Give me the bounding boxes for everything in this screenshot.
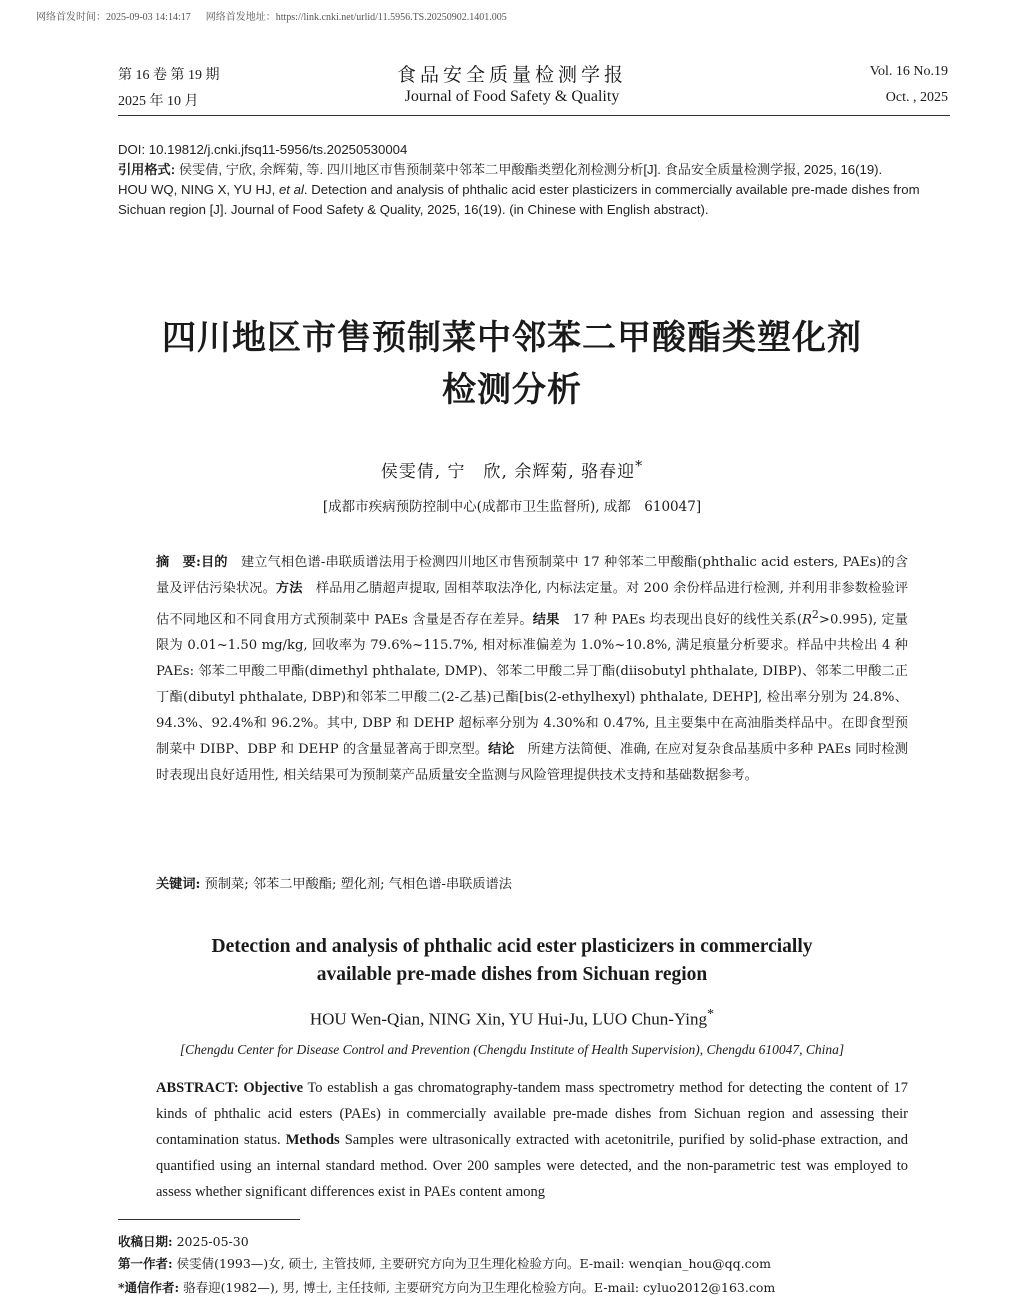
affiliation-cn: [成都市疾病预防控制中心(成都市卫生监督所), 成都 610047]: [322, 499, 702, 515]
abstract-cn-label: 摘 要:: [156, 555, 201, 570]
citation-cn-label: 引用格式:: [118, 162, 176, 177]
keywords-cn-label: 关键词:: [156, 877, 201, 892]
authors-en: [0, 1006, 1024, 1030]
abstract-cn: [156, 550, 908, 789]
abstract-cn-results-b: >0.995), 定量限为 0.01~1.50 mg/kg, 回收率为 79.6%~115.7%, 相对标准偏差为 1.0%~10.8%, 满足痕量分析要求。样品中共检出 4 种 PAEs: 邻苯二甲酸二甲酯(dimethyl phthalate, DMP)、邻苯二甲酸二异丁酯(diisobutyl phthalate, DIBP)、邻苯二甲酸二正丁酯(dibutyl phthalate, DBP)和邻苯二甲酸二(2-乙基)己酯[bis(2-ethylhexyl) phthalate, DEHP], 检出率分别为 24.8%、94.3%、92.4%和 96.2%。其中, DBP 和 DEHP 超标率分别为 4.30%和 0.47%, 且主要集中在高油脂类样品中。在即食型预制菜中 DIBP、DBP 和 DEHP 的含量显著高于即烹型。: [156, 612, 908, 758]
citation-en-authors: HOU WQ, NING X, YU HJ,: [118, 182, 279, 197]
abstract-cn-methods-label: 方法: [275, 581, 303, 596]
journal-title-cn: 食品安全质量检测学报: [396, 64, 627, 86]
header-volume-cn: 第 16 卷 第 19 期: [118, 68, 220, 83]
paper-title-en-line1: Detection and analysis of phthalic acid ester plasticizers in commercially: [211, 936, 813, 957]
footnote-first-author: [118, 1254, 771, 1272]
affiliation-en: [Chengdu Center for Disease Control and Prevention (Chengdu Institute of Health Supervision), Chengdu 610047, China]: [179, 1042, 845, 1057]
first-pub-url-label: 网络首发地址：: [205, 12, 276, 23]
abstract-en-label: ABSTRACT: Objective: [156, 1080, 304, 1096]
keywords-cn-text: 预制菜; 邻苯二甲酸酯; 塑化剂; 气相色谱-串联质谱法: [204, 877, 512, 892]
paper-title-en: [0, 933, 1024, 989]
citation-en-text: . Detection and analysis of phthalic acid ester plasticizers in commercially available pre-made dishes from Sichuan region [J]. Journal of Food Safety & Quality, 2025, 16(19). (in Chinese with English abstract).: [118, 182, 920, 217]
abstract-cn-results-r: R: [801, 612, 812, 628]
doi[interactable]: DOI: 10.19812/j.cnki.jfsq11-5956/ts.20250530004: [118, 142, 408, 157]
authors-cn: [0, 457, 1024, 482]
authors-en-names: HOU Wen-Qian, NING Xin, YU Hui-Ju, LUO Chun-Ying: [309, 1009, 708, 1029]
abstract-cn-obj: 建立气相色谱-串联质谱法用于检测四川地区市售预制菜中 17 种邻苯二甲酸酯(phthalic acid esters, PAEs)的含量及评估污染状况。: [156, 555, 909, 596]
authors-cn-names: 侯雯倩, 宁 欣, 余辉菊, 骆春迎: [380, 462, 636, 482]
citation-en: [118, 180, 950, 220]
abstract-cn-obj-label: 目的: [200, 555, 228, 570]
footnote-corresponding: [118, 1278, 775, 1296]
paper-title-cn-line1: 四川地区市售预制菜中邻苯二甲酸酯类塑化剂: [162, 318, 862, 358]
abstract-cn-conclusion: 所建方法简便、准确, 在应对复杂食品基质中多种 PAEs 同时检测时表现出良好适用性, 相关结果可为预制菜产品质量安全监测与风险管理提供技术支持和基础数据参考。: [156, 742, 908, 784]
abstract-cn-results-sup: 2: [811, 608, 819, 621]
first-pub-label: 网络首发时间：: [36, 12, 106, 23]
online-first-meta: [36, 8, 507, 23]
corresponding-mark: *: [635, 458, 644, 475]
paper-title-en-line2: available pre-made dishes from Sichuan region: [316, 964, 708, 985]
abstract-en: [156, 1075, 908, 1205]
received-date: 2025-05-30: [176, 1234, 249, 1249]
header-date-cn: 2025 年 10 月: [118, 94, 199, 109]
journal-title-en: Journal of Food Safety & Quality: [404, 88, 620, 105]
paper-title-cn-line2: 检测分析: [442, 370, 582, 410]
header-rule: [118, 115, 950, 116]
abstract-cn-methods: 样品用乙腈超声提取, 固相萃取法净化, 内标法定量。对 200 余份样品进行检测, 并利用非参数检验评估不同地区和不同食用方式预制菜中 PAEs 含量是否存在差异。: [156, 581, 909, 628]
citation-cn: [118, 160, 950, 180]
paper-title-cn: [0, 312, 1024, 416]
footnote-rule: [118, 1219, 300, 1220]
abstract-en-methods-label: Methods: [285, 1132, 340, 1148]
header-date-en: Oct. , 2025: [885, 90, 948, 105]
received-label: 收稿日期:: [118, 1234, 173, 1249]
keywords-cn: [156, 872, 908, 898]
corr-label: *通信作者:: [118, 1280, 180, 1295]
citation-block: [118, 140, 950, 220]
corr-text: 骆春迎(1982—), 男, 博士, 主任技师, 主要研究方向为卫生理化检验方向。E-mail: cyluo2012@163.com: [183, 1280, 776, 1295]
abstract-cn-results-label: 结果: [532, 612, 560, 628]
corresponding-mark-en: *: [707, 1006, 715, 1022]
abstract-cn-results-a: 17 种 PAEs 均表现出良好的线性关系(: [559, 612, 802, 628]
abstract-cn-conclusion-label: 结论: [488, 742, 515, 758]
first-author-text: 侯雯倩(1993—)女, 硕士, 主管技师, 主要研究方向为卫生理化检验方向。E-mail: wenqian_hou@qq.com: [176, 1256, 771, 1271]
footnote-received: [118, 1232, 249, 1250]
first-author-label: 第一作者:: [118, 1256, 173, 1271]
citation-cn-text: 侯雯倩, 宁欣, 余辉菊, 等. 四川地区市售预制菜中邻苯二甲酸酯类塑化剂检测分析[J]. 食品安全质量检测学报, 2025, 16(19).: [178, 162, 883, 177]
header-volume-en: Vol. 16 No.19: [869, 64, 948, 79]
abstract-en-obj: To establish a gas chromatography-tandem mass spectrometry method for detecting the content of 17 kinds of phthalic acid esters (PAEs) in commercially available pre-made dishes from Sichuan region and assessing their contamination status.: [156, 1080, 908, 1148]
first-pub-url[interactable]: https://link.cnki.net/urlid/11.5956.TS.20250902.1401.005: [275, 12, 507, 23]
citation-en-etal: et al: [278, 182, 304, 197]
abstract-en-methods: Samples were ultrasonically extracted with acetonitrile, purified by solid-phase extraction, and quantified using an internal standard method. Over 200 samples were detected, and the non-parametric test was employed to assess whether significant differences exist in PAEs content among: [156, 1132, 909, 1200]
first-pub-time: 2025-09-03 14:14:17: [106, 12, 191, 23]
